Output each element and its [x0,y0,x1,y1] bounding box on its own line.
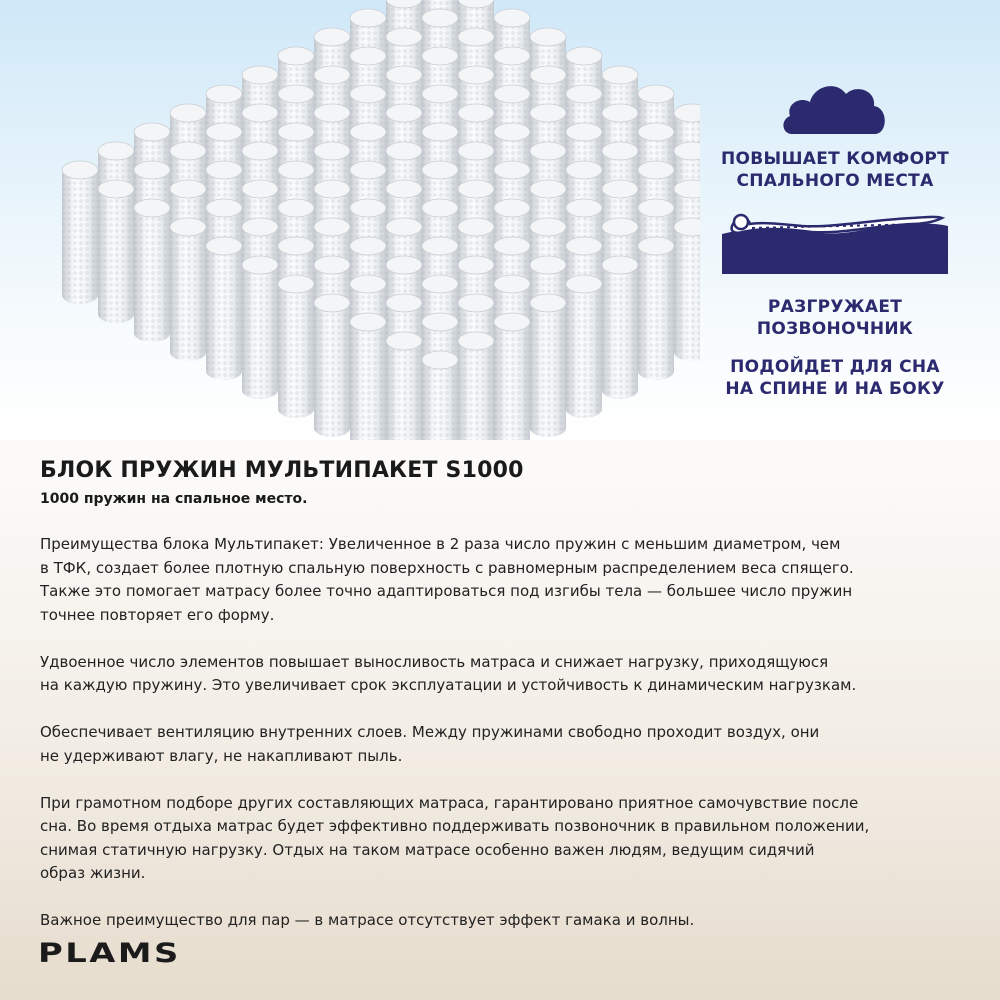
spring-cylinder [170,218,206,361]
spring-cylinder [314,294,350,437]
spring-cylinder [206,237,242,380]
paragraph-couples: Важное преимущество для пар — в матрасе отсутствует эффект гамака и волны. [40,911,695,929]
spring-cylinder [62,161,98,304]
spring-cylinder [566,275,602,418]
spring-block-illustration [0,0,700,440]
spring-cylinder [422,351,458,440]
features-panel [700,60,970,400]
feature-spine: РАЗГРУЖАЕТ ПОЗВОНОЧНИК [756,297,914,339]
spring-cylinder [458,332,494,440]
page-subtitle: 1000 пружин на спальное место. [40,491,308,507]
spring-cylinder [602,256,638,399]
page-title: БЛОК ПРУЖИН МУЛЬТИПАКЕТ S1000 [40,458,524,483]
spring-cylinder [134,199,170,342]
cloud-icon [780,74,890,138]
feature-sleep-position: ПОДОЙДЕТ ДЛЯ СНА НА СПИНЕ И НА БОКУ [725,357,945,399]
spring-cylinder [98,180,134,323]
spine-mattress-icon [722,212,948,274]
spring-cylinder [530,294,566,437]
spring-cylinder [386,332,422,440]
spring-cylinder [674,218,700,361]
spring-cylinder [278,275,314,418]
spring-cylinder [638,237,674,380]
spring-cylinder [242,256,278,399]
spring-cylinder [350,313,386,440]
description-section [40,458,970,933]
hero-section [0,0,1000,440]
feature-comfort: ПОВЫШАЕТ КОМФОРТ СПАЛЬНОГО МЕСТА [721,149,949,191]
paragraph-ventilation: Обеспечивает вентиляцию внутренних слоев. Между пружинами свободно проходит воздух, они не удерживают влагу, не накапливают пыль. [40,723,820,765]
paragraph-wellbeing: При грамотном подборе других составляющих матраса, гарантировано приятное самочувствие после сна. Во время отдыха матрас будет эффективно поддерживать позвоночник в правильном положении, снимая статичную нагрузку. Отдых на таком матрасе особенно важен людям, ведущим сидячий образ жизни. [40,793,870,882]
paragraph-durability: Удвоенное число элементов повышает выносливость матраса и снижает нагрузку, приходящуюся на каждую пружину. Это увеличивает срок эксплуатации и устойчивость к динамическим нагрузкам. [40,652,857,694]
spring-cylinder [494,313,530,440]
brand-logo: PLAMS [38,938,181,969]
paragraph-advantages: Преимущества блока Мультипакет: Увеличенное в 2 раза число пружин с меньшим диаметром, чем в ТФК, создает более плотную спальную поверхность с равномерным распределением веса спящего. Также это помогает матрасу более точно адаптироваться под изгибы тела — большее число пружин точнее повторяет его форму. [40,535,854,624]
